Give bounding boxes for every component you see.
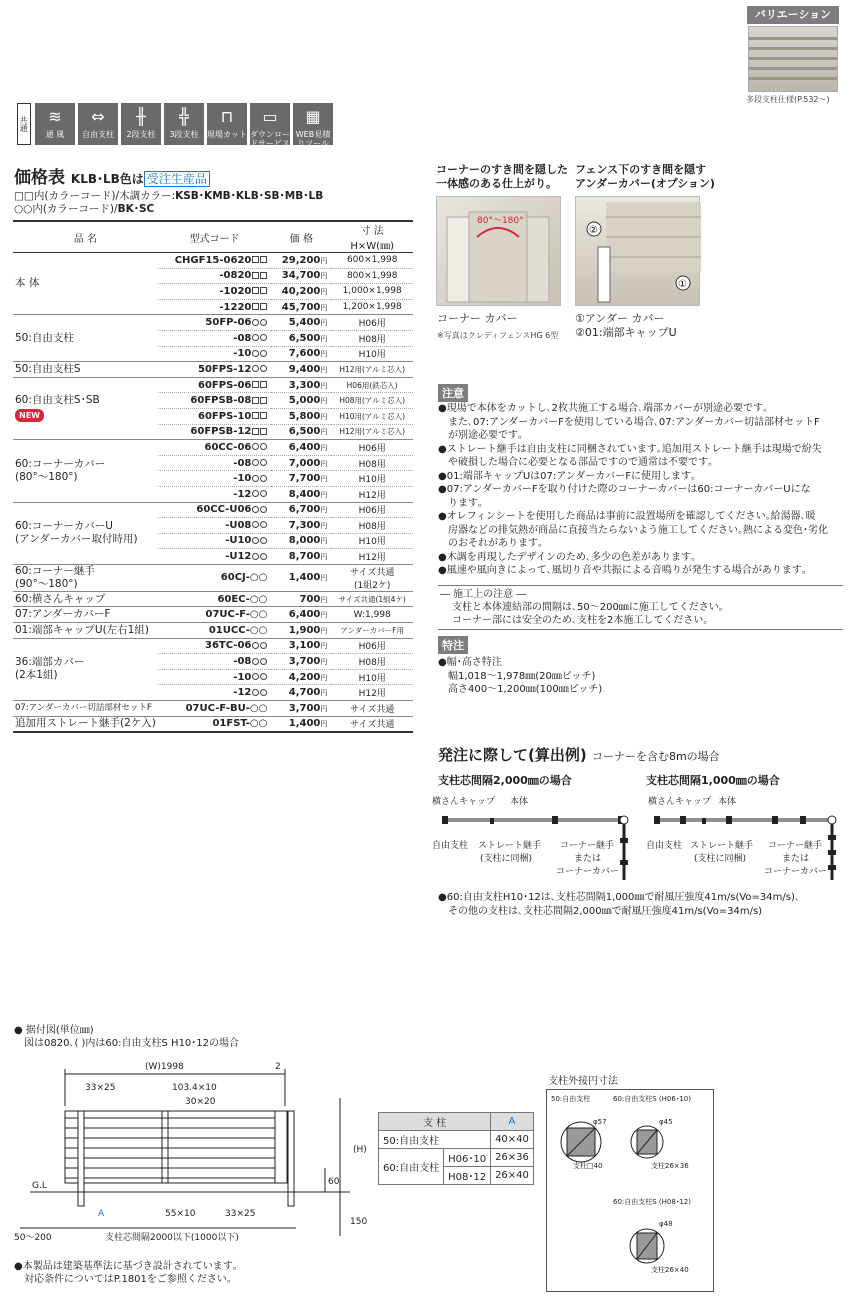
install-title: ● 据付図(単位㎜) 図は0820､( )内は60:自由支柱S H10･12の場合	[14, 1025, 240, 1049]
table-row	[13, 502, 413, 518]
order-corner-label-left: コーナー継手	[560, 841, 615, 851]
model-code: -0820	[158, 268, 272, 284]
price-value: 6,500円	[271, 330, 331, 346]
size-value: H08用	[331, 455, 413, 471]
table-row	[13, 607, 413, 623]
size-value: H10用	[331, 669, 413, 685]
model-code: 07UC-F-BU-○○	[158, 701, 272, 717]
model-code: -10	[158, 346, 272, 362]
size-value: H06用	[331, 502, 413, 518]
price-value: 3,300円	[271, 377, 331, 393]
price-value: 7,000円	[271, 455, 331, 471]
dim-gl: G.L	[32, 1181, 47, 1191]
price-table	[13, 220, 413, 733]
special-order: ●幅･高さ特注 幅1,018〜1,978㎜(20㎜ピッチ) 高さ400〜1,200㎜(100㎜ピッチ)	[438, 657, 603, 695]
order-notes: ●60:自由支柱H10･12は､支柱芯間隔1,000㎜で耐風圧強度41m/s(Vo=34m/s)､ その他の支柱は､支柱芯間隔2,000㎜で耐風圧強度41m/s(Vo=34m/s)	[438, 892, 800, 917]
size-value: H10用	[331, 346, 413, 362]
note-line: ●木調を再現したデザインのため､多少の色差があります｡	[438, 551, 697, 563]
made-to-order-badge: 受注生産品	[144, 171, 210, 187]
size-value: H12用	[331, 486, 413, 502]
dim-range: 50〜200	[14, 1233, 52, 1243]
model-code: 60FPSB-08	[158, 393, 272, 409]
size-value: H10用(アルミ芯入)	[331, 408, 413, 424]
corner-heading: コーナーのすき間を隠した 一体感のある仕上がり。	[436, 163, 568, 190]
price-value: 4,200円	[271, 669, 331, 685]
price-value: 3,700円	[271, 701, 331, 717]
size-value: H12用(アルミ芯入)	[331, 424, 413, 440]
dim-60: 60	[328, 1177, 340, 1187]
model-code: 50FPS-12	[158, 362, 272, 378]
size-value: 1,200×1,998	[331, 299, 413, 315]
size-value: 1,000×1,998	[331, 284, 413, 300]
product-name: 07:アンダーカバーF	[13, 607, 158, 623]
order-corner-label-right: コーナー継手	[768, 841, 823, 851]
size-value: サイズ共通	[331, 701, 413, 717]
model-code: -12	[158, 486, 272, 502]
note-line: ●オレフィンシートを使用した商品は事前に設置場所を確認してください｡給湯器､暖	[438, 511, 816, 522]
table-row	[13, 362, 413, 378]
size-value: H06用	[331, 315, 413, 331]
feature-site-cut	[207, 103, 247, 145]
order-corner3-label-left: コーナーカバー	[556, 867, 619, 877]
note-line: 房器などの排気熱が商品に直接当たらないよう施工してください｡熱による変色･劣化	[438, 524, 828, 536]
table-row	[13, 564, 413, 591]
feature-label: 3段支柱	[169, 130, 199, 139]
feature-monitor	[250, 103, 290, 148]
price-value: 1,400円	[271, 564, 331, 591]
undercover-caption-1: ①アンダー カバー	[575, 312, 665, 325]
size-value: H10用	[331, 471, 413, 487]
order-post-label-right: 自由支柱	[646, 841, 683, 851]
note-line: ●07:アンダーカバーFを取り付けた際のコーナーカバーは60:コーナーカバーUにな	[438, 484, 811, 495]
table-row	[13, 638, 413, 654]
size-value: H08用(アルミ芯入)	[331, 393, 413, 409]
note-line: のおそれがあります｡	[438, 538, 543, 549]
dim-150: 150	[350, 1217, 368, 1227]
feature-free-post	[78, 103, 118, 145]
dim-103x10: 103.4×10	[172, 1083, 217, 1093]
free-post-icon: ⇔	[91, 107, 105, 126]
size-value: H12用	[331, 685, 413, 701]
size-value: H12用(アルミ芯入)	[331, 362, 413, 378]
model-code: 60CC-U06	[158, 502, 272, 518]
corner-angle-label: 80°〜180°	[477, 216, 524, 226]
price-value: 8,000円	[271, 533, 331, 549]
product-name: 60:横さんキャップ	[13, 591, 158, 607]
feature-label: 2段支柱	[126, 130, 156, 139]
model-code: -10	[158, 669, 272, 685]
model-code: 60CC-06	[158, 440, 272, 456]
model-code: 60EC-○○	[158, 591, 272, 607]
feature-two-step-post	[121, 103, 161, 145]
size-value: H06用	[331, 440, 413, 456]
undercover-photo	[575, 196, 700, 306]
table-row	[13, 253, 413, 269]
feature-label: 自由支柱	[82, 130, 114, 139]
table-row	[13, 440, 413, 456]
price-value: 5,000円	[271, 393, 331, 409]
price-value: 6,500円	[271, 424, 331, 440]
new-badge: NEW	[15, 409, 44, 422]
order-joint2-label-right: (支柱に同梱)	[694, 854, 747, 864]
price-value: 29,200円	[271, 253, 331, 269]
price-value: 6,400円	[271, 440, 331, 456]
product-name: 07:アンダーカバー切詰部材セットF	[13, 701, 158, 717]
note-line: が別途必要です｡	[438, 430, 523, 441]
price-value: 5,800円	[271, 408, 331, 424]
circle-p1-diameter: φ57	[593, 1118, 607, 1126]
variation-caption: 多段支柱仕様(P.532〜)	[746, 95, 830, 104]
model-code: -1220	[158, 299, 272, 315]
note-line: や破損した場合に必要となる部品ですので通常は不要です｡	[438, 457, 713, 468]
model-code: 60FPS-06	[158, 377, 272, 393]
note-line: ●風速や風向きによって､風切り音や共振による音鳴りが発生する場合があります｡	[438, 565, 807, 576]
price-value: 700円	[271, 591, 331, 607]
special-badge: 特注	[438, 636, 468, 654]
dim-width: (W)1998	[145, 1062, 184, 1072]
price-value: 5,400円	[271, 315, 331, 331]
order-body-label-right: 本体	[718, 797, 737, 807]
product-name: 50:自由支柱S	[13, 362, 158, 378]
two-step-post-icon: ╫	[136, 107, 146, 126]
circle-p1-caption: 支柱□40	[573, 1162, 603, 1170]
price-value: 6,400円	[271, 607, 331, 623]
size-value: サイズ共通	[331, 716, 413, 732]
variation-photo	[748, 26, 838, 92]
table-row	[13, 623, 413, 639]
circle-p2-label: 60:自由支柱S (H06･10)	[613, 1095, 691, 1103]
model-code: 07UC-F-○○	[158, 607, 272, 623]
size-value: H06用(鉄芯入)	[331, 377, 413, 393]
circle-p2-caption: 支柱26×36	[651, 1162, 689, 1170]
order-left-title: 支柱芯間隔2,000㎜の場合	[438, 774, 572, 787]
feature-common-label: 共通	[17, 103, 31, 145]
notes-badge: 注意	[438, 384, 468, 402]
size-value: 600×1,998	[331, 253, 413, 269]
order-corner2-label-left: または	[574, 854, 602, 864]
size-value: H08用	[331, 654, 413, 670]
product-name: 60:コーナーカバー (80°〜180°)	[13, 440, 158, 502]
price-value: 3,100円	[271, 638, 331, 654]
model-code: 50FP-06	[158, 315, 272, 331]
price-value: 1,900円	[271, 623, 331, 639]
circle-box	[546, 1089, 714, 1292]
dim-gap: 2	[275, 1062, 281, 1072]
col-code: 型式コード	[158, 221, 272, 253]
size-value: H06用	[331, 638, 413, 654]
order-cap-label-right: 横さんキャップ	[648, 797, 712, 807]
model-code: -U10	[158, 533, 272, 549]
model-code: 01UCC-○○	[158, 623, 272, 639]
dim-height: (H)	[353, 1145, 367, 1155]
model-code: 60FPS-10	[158, 408, 272, 424]
model-code: -08	[158, 330, 272, 346]
circle-p1-label: 50:自由支柱	[551, 1095, 591, 1103]
model-code: 60CJ-○○	[158, 564, 272, 591]
order-diagram	[432, 790, 844, 885]
size-value: サイズ共通 (1組2ケ)	[331, 564, 413, 591]
order-joint-label-right: ストレート継手	[690, 841, 754, 851]
construction-note-box: ― 施工上の注意 ― 支柱と本体連結部の間隔は､50〜200㎜に施工してください｡ コーナー部には安全のため､支柱を2本施工してください｡	[438, 585, 843, 630]
model-code: -12	[158, 685, 272, 701]
install-drawing	[10, 1056, 370, 1246]
wind-icon: ≋	[48, 107, 62, 126]
price-value: 3,700円	[271, 654, 331, 670]
feature-label: ダウンロードサービス	[250, 130, 290, 148]
order-cap-label-left: 横さんキャップ	[432, 797, 496, 807]
price-value: 40,200円	[271, 284, 331, 300]
model-code: -U08	[158, 518, 272, 534]
circle-p3-diameter: φ48	[659, 1220, 673, 1228]
color-info: □□内(カラーコード)/木調カラー:KSB･KMB･KLB･SB･MB･LB ○○内(カラーコード)/BK･SC	[14, 190, 324, 215]
table-row	[13, 315, 413, 331]
size-value: 800×1,998	[331, 268, 413, 284]
feature-label: WEB見積りツール	[295, 130, 331, 148]
feature-label: 現場カット	[207, 130, 247, 139]
price-value: 34,700円	[271, 268, 331, 284]
undercover-marker-1: ①	[678, 279, 687, 290]
size-value: H08用	[331, 330, 413, 346]
price-value: 9,400円	[271, 362, 331, 378]
undercover-heading: フェンス下のすき間を隠す アンダーカバー(オプション)	[575, 163, 715, 190]
product-name: 01:端部キャップU(左右1組)	[13, 623, 158, 639]
order-right-title: 支柱芯間隔1,000㎜の場合	[646, 774, 780, 787]
dim-a: A	[98, 1209, 105, 1219]
post-size-table: 支 柱 A 50:自由支柱 40×40 60:自由支柱 H06･10 26×36 H08･12 26×40	[378, 1112, 534, 1185]
product-name: 36:端部カバー (2本1組)	[13, 638, 158, 700]
model-code: -U12	[158, 549, 272, 565]
model-code: 36TC-06	[158, 638, 272, 654]
model-code: -10	[158, 471, 272, 487]
col-name: 品 名	[13, 221, 158, 253]
table-row	[13, 701, 413, 717]
order-title: 発注に際して(算出例) コーナーを含む8mの場合	[438, 746, 720, 764]
model-code: CHGF15-0620	[158, 253, 272, 269]
dim-pitch: 支柱芯間隔2000以下(1000以下)	[105, 1233, 239, 1243]
dim-33x25-bottom: 33×25	[225, 1209, 256, 1219]
variation-badge: バリエーション	[747, 6, 839, 24]
undercover-marker-2: ②	[589, 225, 598, 236]
feature-wind	[35, 103, 75, 145]
price-title: 価格表 KLB･LB色は 受注生産品	[14, 163, 210, 188]
note-line: また､07:アンダーカバーFを使用している場合､07:アンダーカバー切詰部材セットF	[438, 416, 820, 428]
undercover-caption-2: ②01:端部キャップU	[575, 326, 677, 339]
col-size: 寸 法 H×W(㎜)	[331, 221, 413, 253]
circle-p3-label: 60:自由支柱S (H08･12)	[613, 1198, 691, 1206]
dim-33x25-top: 33×25	[85, 1083, 116, 1093]
dim-30x20: 30×20	[185, 1097, 216, 1107]
size-value: サイズ共通(1組4ケ)	[331, 591, 413, 607]
size-value: H10用	[331, 533, 413, 549]
price-value: 7,600円	[271, 346, 331, 362]
price-value: 6,700円	[271, 502, 331, 518]
corner-cover-photo	[436, 196, 561, 306]
circle-title: 支柱外接円寸法	[548, 1076, 618, 1087]
model-code: -1020	[158, 284, 272, 300]
dim-55x10: 55×10	[165, 1209, 196, 1219]
model-code: -08	[158, 455, 272, 471]
product-name: 追加用ストレート継手(2ケ入)	[13, 716, 158, 732]
table-row	[13, 716, 413, 732]
site-cut-icon: ⊓	[220, 107, 234, 126]
model-code: 01FST-○○	[158, 716, 272, 732]
model-code: -08	[158, 654, 272, 670]
col-price: 価 格	[271, 221, 331, 253]
order-joint2-label-left: (支柱に同梱)	[480, 854, 533, 864]
price-value: 45,700円	[271, 299, 331, 315]
product-name: 60:コーナーカバーU (アンダーカバー取付時用)	[13, 502, 158, 564]
note-line: ●01:端部キャップUは07:アンダーカバーFに使用します｡	[438, 470, 696, 482]
circle-p3-caption: 支柱26×40	[651, 1266, 689, 1274]
product-name: 60:コーナー継手 (90°〜180°)	[13, 564, 158, 591]
note-line: ●現場で本体をカットし､2枚共施工する場合､端部カバーが別途必要です｡	[438, 403, 768, 414]
order-corner3-label-right: コーナーカバー	[764, 867, 827, 877]
order-post-label-left: 自由支柱	[432, 841, 469, 851]
size-value: W:1,998	[331, 607, 413, 623]
footnote: ●本製品は建築基準法に基づき設計されています｡ 対応条件についてはP.1801をご参照ください｡	[14, 1261, 238, 1285]
order-body-label-left: 本体	[510, 797, 529, 807]
size-value: H08用	[331, 518, 413, 534]
note-line: ります｡	[438, 497, 483, 509]
price-value: 7,700円	[271, 471, 331, 487]
three-step-post-icon: ╬	[179, 107, 189, 126]
table-row	[13, 591, 413, 607]
size-value: アンダーカバーF用	[331, 623, 413, 639]
product-name: 50:自由支柱	[13, 315, 158, 362]
feature-calculator	[293, 103, 333, 148]
monitor-icon: ▭	[262, 107, 278, 126]
circle-p2-diameter: φ45	[659, 1118, 673, 1126]
corner-note: ※写真はクレディフェンスHG 6型	[437, 331, 559, 340]
corner-caption: コーナー カバー	[437, 312, 518, 325]
feature-label: 通 風	[45, 130, 65, 139]
note-line: ●ストレート継手は自由支柱に同梱されています｡追加用ストレート継手は現場で紛失	[438, 443, 822, 455]
model-code: 60FPSB-12	[158, 424, 272, 440]
product-name: 本 体	[13, 253, 158, 315]
feature-three-step-post	[164, 103, 204, 145]
price-value: 1,400円	[271, 716, 331, 732]
order-joint-label-left: ストレート継手	[478, 841, 542, 851]
calculator-icon: ▦	[305, 107, 321, 126]
price-value: 8,700円	[271, 549, 331, 565]
size-value: H12用	[331, 549, 413, 565]
notes-list	[438, 402, 843, 578]
price-value: 7,300円	[271, 518, 331, 534]
price-value: 4,700円	[271, 685, 331, 701]
price-value: 8,400円	[271, 486, 331, 502]
table-row	[13, 377, 413, 393]
product-name: 60:自由支柱S･SB NEW	[13, 377, 158, 439]
order-corner2-label-right: または	[782, 854, 810, 864]
